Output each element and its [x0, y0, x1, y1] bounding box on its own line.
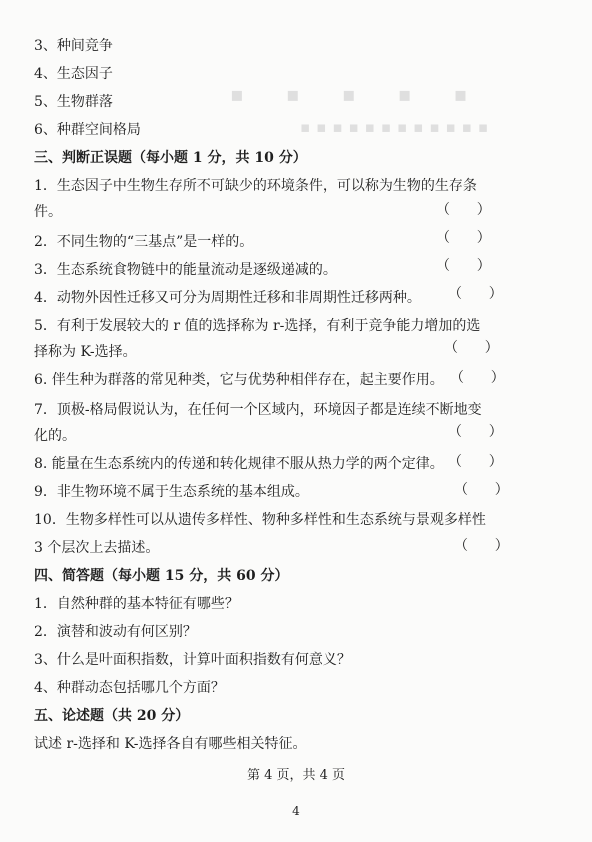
question-text: 3、什么是叶面积指数，计算叶面积指数有何意义？: [34, 652, 351, 668]
answer-blank[interactable]: （ ）: [436, 258, 491, 274]
answer-blank[interactable]: （ ）: [454, 482, 509, 498]
answer-blank[interactable]: （ ）: [450, 370, 505, 386]
question-text: 6. 伴生种为群落的常见种类，它与优势种相伴存在，起主要作用。: [34, 372, 444, 388]
question-text: 4．动物外因性迁移又可分为周期性迁移和非周期性迁移两种。: [34, 290, 421, 306]
question-text: 7．顶极-格局假说认为，在任何一个区域内，环境因子都是连续不断地变: [34, 402, 482, 418]
question-text: 2．演替和波动有何区别？: [34, 624, 197, 640]
bleed-through-mark: ▪ ▪ ▪ ▪ ▪: [230, 82, 486, 106]
term-item: 6、种群空间格局: [34, 122, 141, 138]
answer-blank[interactable]: （ ）: [448, 454, 503, 470]
section-title: 四、简答题（每小题 15 分，共 60 分）: [34, 568, 289, 584]
question-text: 件。: [34, 204, 62, 220]
question-text: 1．生态因子中生物生存所不可缺少的环境条件，可以称为生物的生存条: [34, 178, 477, 194]
answer-blank[interactable]: （ ）: [436, 202, 491, 218]
question-text: 5．有利于发展较大的 r 值的选择称为 r-选择，有利于竞争能力增加的选: [34, 318, 481, 334]
section-title: 五、论述题（共 20 分）: [34, 708, 190, 724]
page-info: 第 4 页，共 4 页: [246, 768, 346, 783]
question-text: 2．不同生物的“三基点”是一样的。: [34, 234, 254, 250]
answer-blank[interactable]: （ ）: [436, 230, 491, 246]
question-text: 3 个层次上去描述。: [34, 540, 160, 556]
question-text: 4、种群动态包括哪几个方面？: [34, 680, 225, 696]
question-text: 9．非生物环境不属于生态系统的基本组成。: [34, 484, 309, 500]
answer-blank[interactable]: （ ）: [448, 424, 503, 440]
question-text: 10．生物多样性可以从遗传多样性、物种多样性和生态系统与景观多样性: [34, 512, 486, 528]
question-text: 化的。: [34, 428, 76, 444]
question-text: 1．自然种群的基本特征有哪些？: [34, 596, 239, 612]
answer-blank[interactable]: （ ）: [454, 538, 509, 554]
question-text: 3．生态系统食物链中的能量流动是逐级递减的。: [34, 262, 337, 278]
section-title: 三、判断正误题（每小题 1 分，共 10 分）: [34, 150, 307, 166]
bleed-through-mark: ▪▪▪▪▪▪▪▪▪▪▪▪: [300, 118, 494, 136]
answer-blank[interactable]: （ ）: [448, 286, 503, 302]
question-text: 择称为 K-选择。: [34, 344, 137, 360]
question-text: 试述 r-选择和 K-选择各自有哪些相关特征。: [34, 736, 307, 752]
term-item: 4、生态因子: [34, 66, 113, 82]
term-item: 5、生物群落: [34, 94, 113, 110]
term-item: 3、种间竞争: [34, 38, 113, 54]
question-text: 8. 能量在生态系统内的传递和转化规律不服从热力学的两个定律。: [34, 456, 444, 472]
answer-blank[interactable]: （ ）: [444, 340, 499, 356]
page-number: 4: [292, 804, 300, 818]
